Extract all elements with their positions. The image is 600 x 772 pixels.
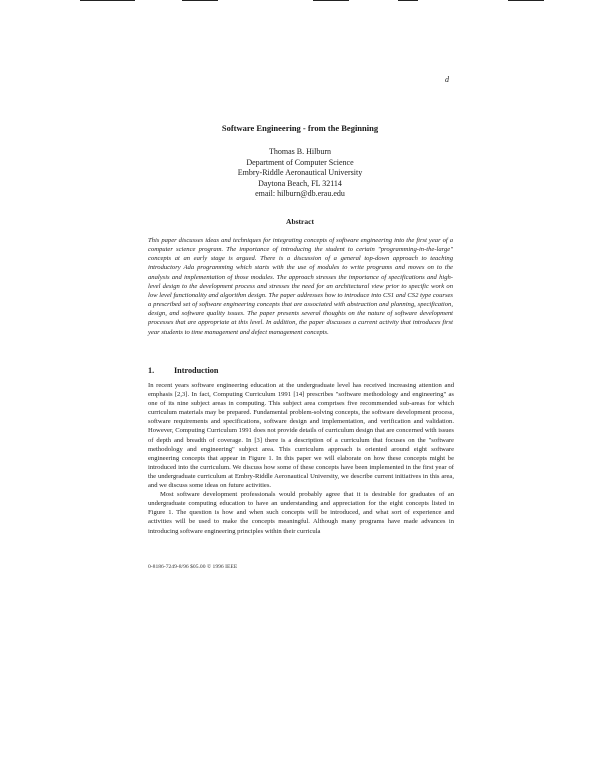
paper-title: Software Engineering - from the Beginning xyxy=(221,123,379,133)
section-number: 1. xyxy=(148,366,155,375)
top-rule-3 xyxy=(313,0,349,1)
top-rule-2 xyxy=(182,0,218,1)
intro-paragraph-1: In recent years software engineering education at the undergraduate level has received increasing attention and emphasis [2,3]. In fact, Computing Curriculum 1991 [14] prescribes "software methodology and engineering" as one of its nine subject areas in computing. This subject area comprises five recommended sub-areas for which curriculum materials may be prepared. Fundamental problem-solving concepts, the software development process, software requirements and specifications, software design and implementation, and verification and validation. However, Computing Curriculum 1991 does not provide details of curriculum design that are concerned with issues of depth and breadth of coverage. In [3] there is a description of a curriculum that focuses on the "software methodology and engineering" subject area. This curriculum approach is oriented around eight software engineering concepts that appear in Figure 1. In this paper we will elaborate on how these concepts might be introduced into the curriculum. We discuss how some of these concepts have been implemented in the first year of the undergraduate curriculum at Embry-Riddle Aeronautical University, we describe current initiatives in this area, and we discuss some ideas on future activities. xyxy=(148,382,454,490)
page-number: d xyxy=(445,75,449,84)
top-rule-4 xyxy=(398,0,418,1)
top-rule-1 xyxy=(80,0,135,1)
intro-paragraph-2: Most software development professionals would probably agree that it is desirable for graduates of an undergraduate computing education to have an understanding and appreciation for the eight concepts listed in Figure 1. The question is how and when such concepts will be introduced, and what sort of experience and activities will be used to make the concepts meaningful. Although many programs have made advances in introducing software engineering principles within their curricula xyxy=(148,491,454,535)
copyright-code: 0-8186-7249-8/96 $05.00 © 1996 IEEE xyxy=(148,564,238,570)
author-department: Department of Computer Science xyxy=(246,157,354,167)
abstract-text: This paper discusses ideas and techniques for integrating concepts of software engineering into the first year of a computer science program. The importance of introducing the student to certain "programming-in-the-large" concepts at an early stage is argued. There is a discussion of a general top-down approach to teaching introductory Ada programming which starts with the use of modules to write programs and moves on to the analysis and implementation of those modules. The approach stresses the importance of specifications and high-level design to the development process and stresses the need for an architectural view prior to specific work on low level functionality and algorithm design. The paper addresses how to introduce into CS1 and CS2 type courses a prescribed set of software engineering concepts that are associated with abstraction and planning, specification, design, and software quality issues. The paper presents several thoughts on the nature of software development processes that are appropriate at this level. In addition, the paper discusses a current activity that introduces first year students to time management and defect management concepts. xyxy=(148,237,453,336)
section-heading xyxy=(148,366,218,375)
section-title: Introduction xyxy=(174,366,219,375)
author-name: Thomas B. Hilburn xyxy=(269,147,331,156)
introduction-body xyxy=(148,381,454,536)
author-email: email: hilburn@db.erau.edu xyxy=(255,189,345,198)
author-university: Embry-Riddle Aeronautical University xyxy=(237,168,363,177)
top-rule-5 xyxy=(508,0,544,1)
author-city: Daytona Beach, FL 32114 xyxy=(258,178,342,188)
author-block xyxy=(0,147,600,200)
abstract-heading: Abstract xyxy=(286,217,314,226)
